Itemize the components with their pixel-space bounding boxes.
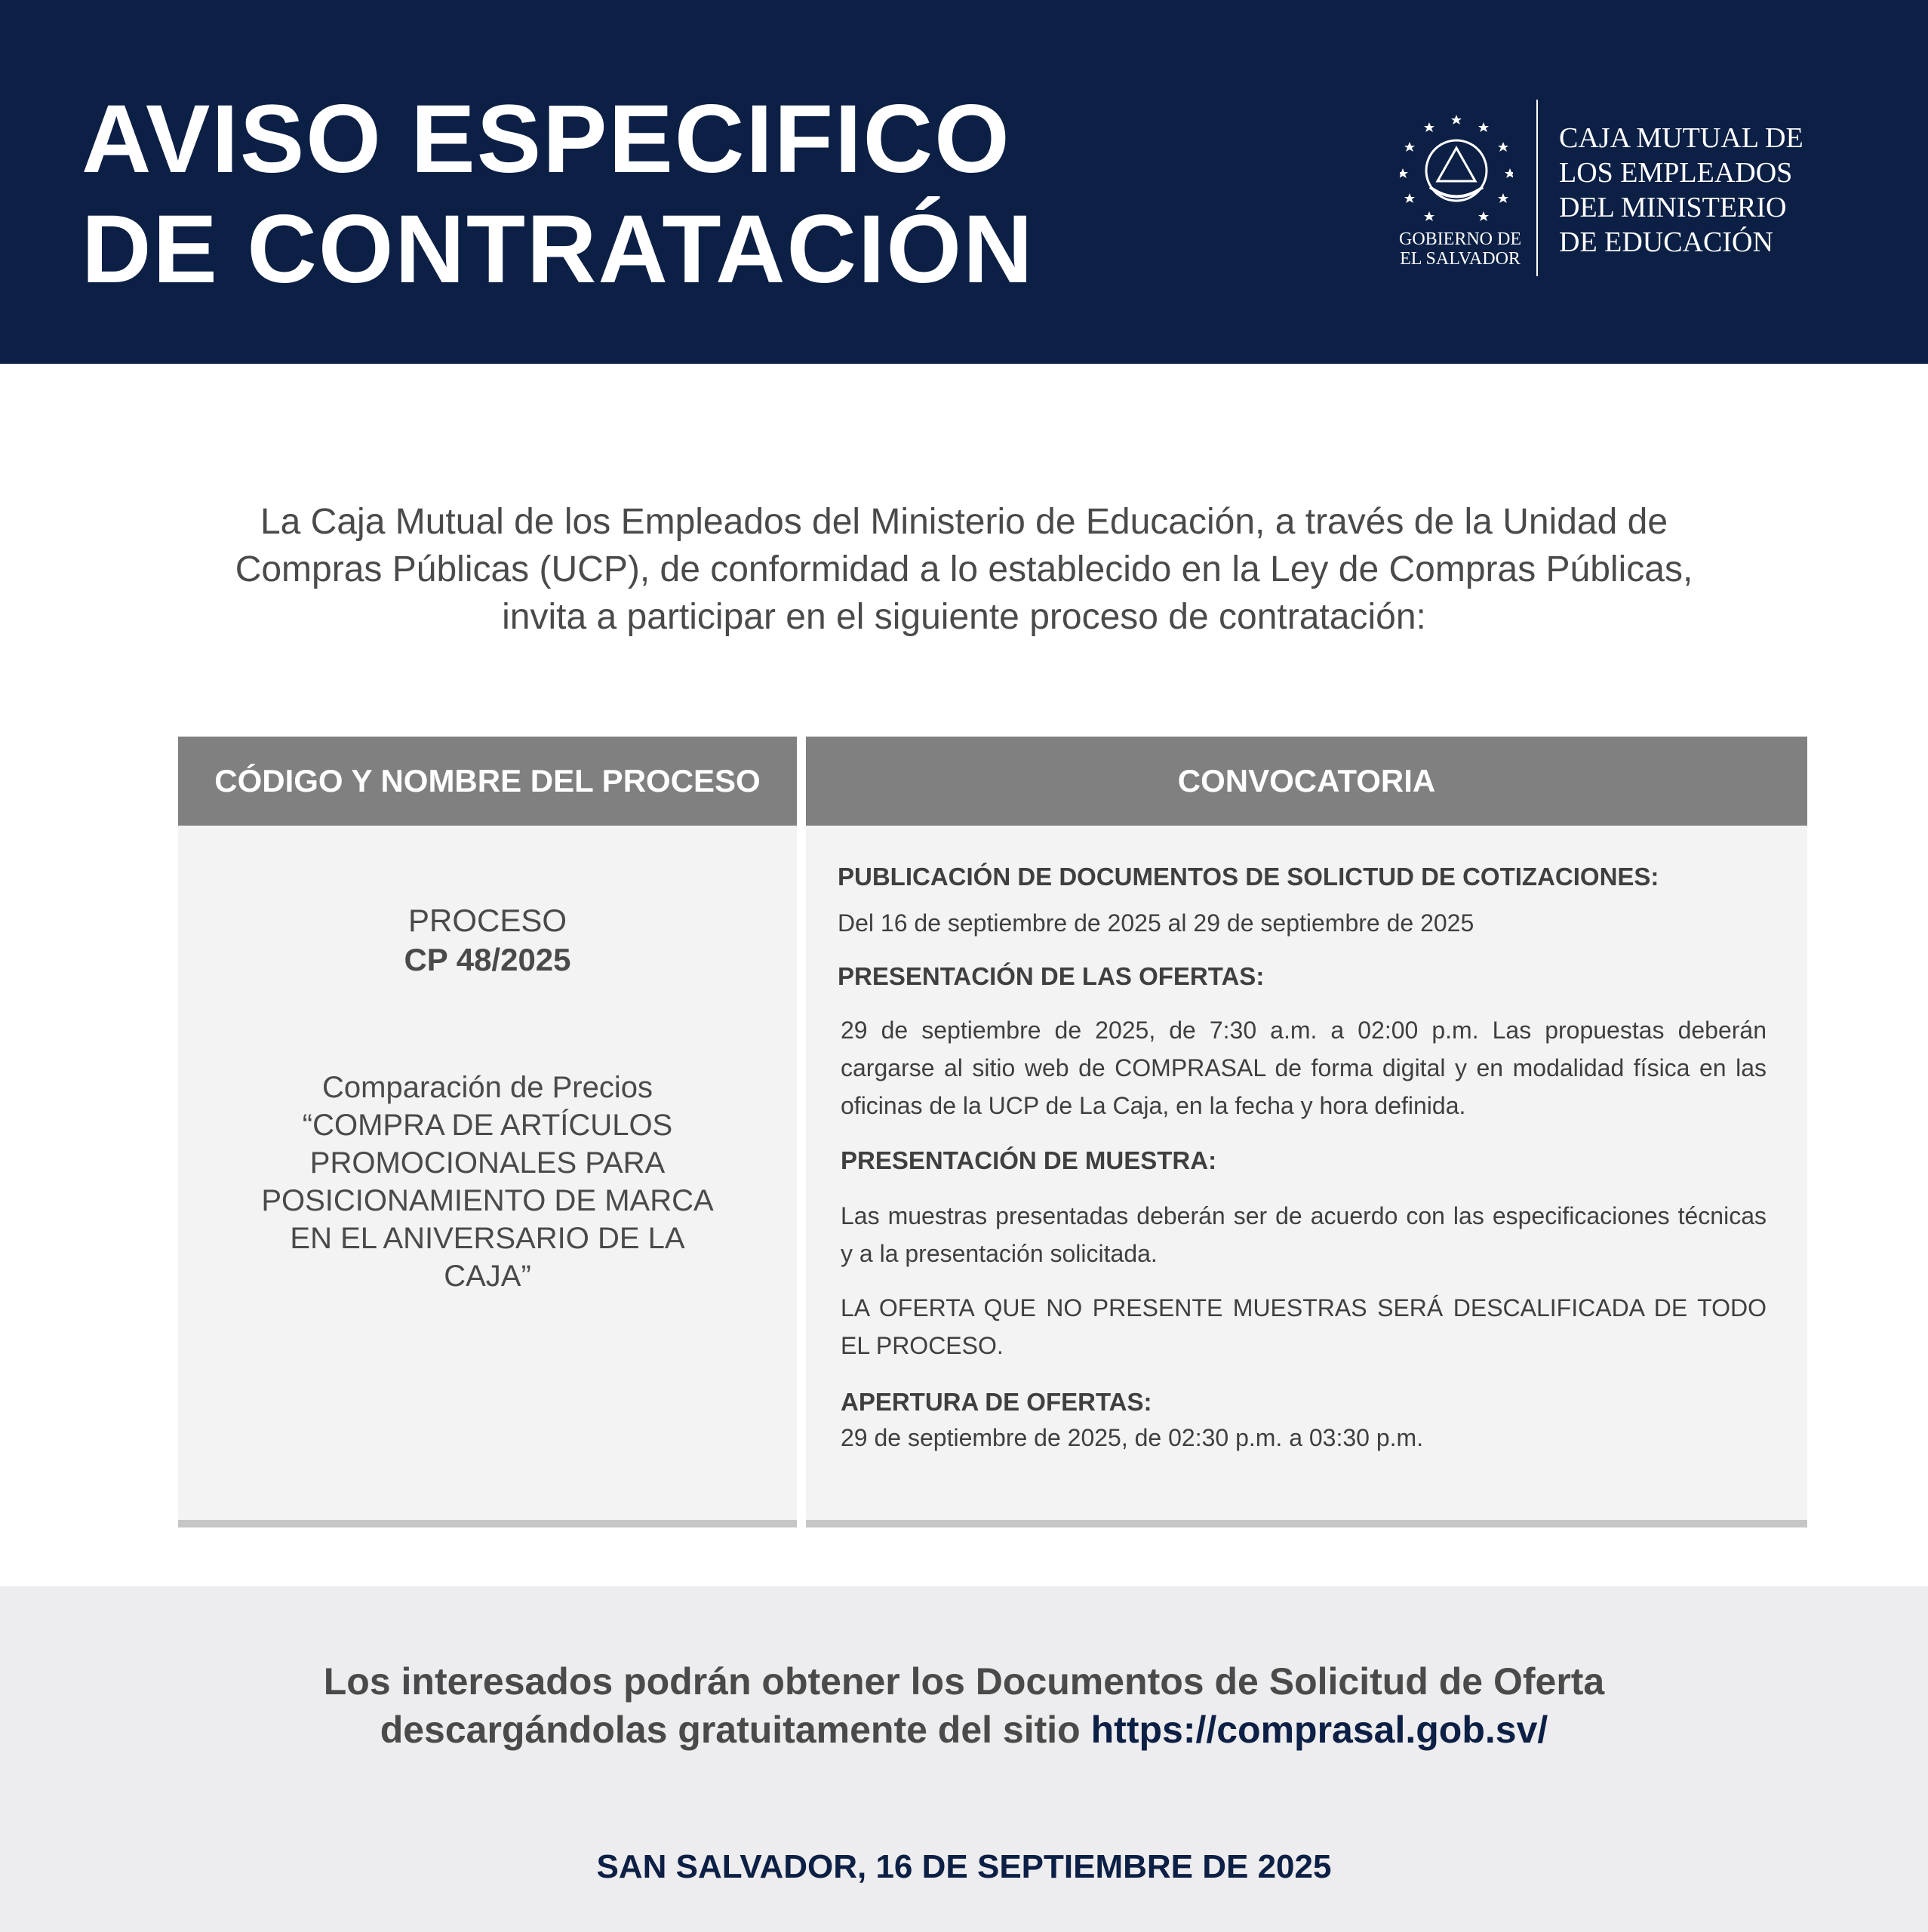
muestra-warning: LA OFERTA QUE NO PRESENTE MUESTRAS SERÁ DESCALIFICADA DE TODO EL PROCESO. [841,1294,1767,1359]
muestra-text: Las muestras presentadas deberán ser de acuerdo con las especificaciones técnicas y a la presentación solicitada. [841,1202,1767,1267]
comprasal-link[interactable]: https://comprasal.gob.sv/ [1090,1709,1548,1751]
convocatoria-cell [806,826,1807,1527]
publicacion-text: Del 16 de septiembre de 2025 al 29 de septiembre de 2025 [838,909,1474,937]
page-title [81,85,1035,305]
publicacion-title: PUBLICACIÓN DE DOCUMENTOS DE SOLICTUD DE COTIZACIONES: [838,863,1659,891]
government-label: GOBIERNO DE EL SALVADOR [1399,229,1521,269]
apertura-title: APERTURA DE OFERTAS: [841,1388,1152,1416]
presentacion-text: 29 de septiembre de 2025, de 7:30 a.m. a 02:00 p.m. Las propuestas deberán cargarse al sitio web de COMPRASAL de forma digital y en modalidad física en las oficinas de la UCP de La Caja, en la fecha y hora definida. [841,1017,1767,1119]
footer-message: Los interesados podrán obtener los Documentos de Solicitud de Oferta descargándolas gratuitamente del sitio https://comprasal.gob.sv/ [323,1660,1605,1751]
title-line-2: DE CONTRATACIÓN [81,195,1035,303]
apertura-text: 29 de septiembre de 2025, de 02:30 p.m. a 03:30 p.m. [841,1424,1424,1451]
presentacion-title: PRESENTACIÓN DE LAS OFERTAS: [838,962,1265,990]
process-name: Comparación de Precios “COMPRA DE ARTÍCULOS PROMOCIONALES PARA POSICIONAMIENTO DE MARCA EN EL ANIVERSARIO DE LA CAJA” [261,1071,714,1293]
table-header-process: CÓDIGO Y NOMBRE DEL PROCESO [178,737,797,826]
intro-paragraph: La Caja Mutual de los Empleados del Ministerio de Educación, a través de la Unidad de Compras Públicas (UCP), de conformidad a lo establecido en la Ley de Compras Públicas, invita a participar en el siguiente proceso de contratación: [235,502,1693,637]
muestra-title: PRESENTACIÓN DE MUESTRA: [841,1146,1217,1174]
header-banner [0,0,1928,364]
organization-name: CAJA MUTUAL DE LOS EMPLEADOS DEL MINISTERIO DE EDUCACIÓN [1559,122,1803,258]
coat-of-arms-icon [1400,112,1513,225]
process-label: PROCESO [407,903,567,938]
process-code: CP 48/2025 [404,942,571,977]
process-cell [178,826,797,1527]
table-header-convocatoria: CONVOCATORIA [806,737,1807,826]
title-line-1: AVISO ESPECIFICO [81,85,1011,193]
logo-divider [1536,100,1538,276]
footer-date: SAN SALVADOR, 16 DE SEPTIEMBRE DE 2025 [596,1848,1332,1885]
